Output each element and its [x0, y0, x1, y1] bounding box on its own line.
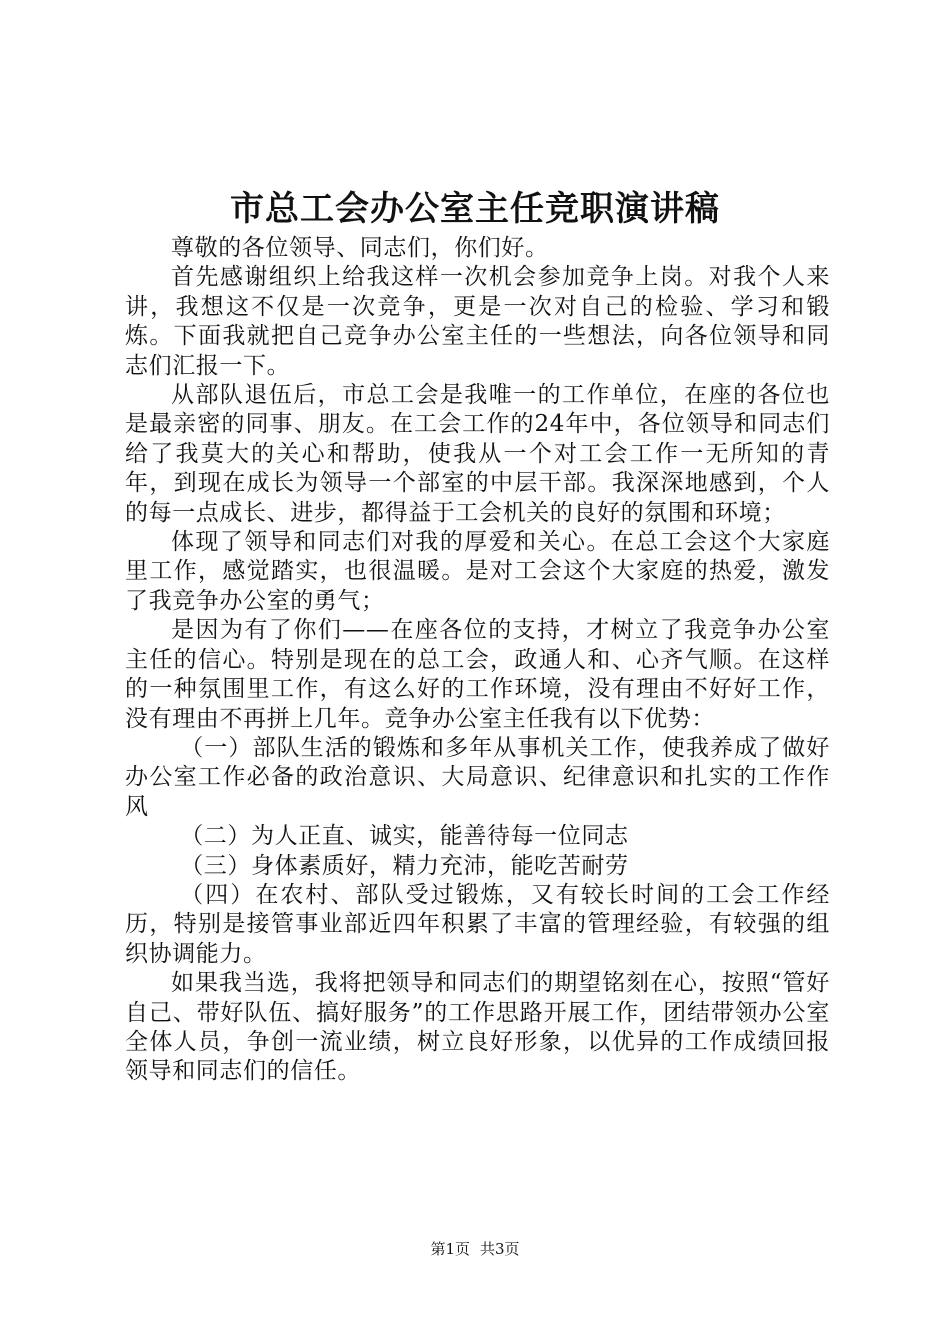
paragraph-closing: 如果我当选，我将把领导和同志们的期望铭刻在心，按照“管好自己、带好队伍、搞好服务”的工作思路开展工作，团结带领办公室全体人员，争创一流业绩，树立良好形象，以优异的工作成绩回报领导和同志们的信任。	[125, 970, 830, 1085]
paragraph-confidence: 是因为有了你们——在座各位的支持，才树立了我竞争办公室主任的信心。特别是现在的总工会，政通人和、心齐气顺。在这样的一种氛围里工作，有这么好的工作环境，没有理由不好好工作，没有理由不再拼上几年。竞争办公室主任我有以下优势：	[125, 617, 830, 732]
advantage-item-3: （三）身体素质好，精力充沛，能吃苦耐劳	[180, 852, 629, 879]
page-number: 第1页	[430, 1240, 470, 1258]
paragraph-gratitude: 体现了领导和同志们对我的厚爱和关心。在总工会这个大家庭里工作，感觉踏实，也很温暖。是对工会这个大家庭的热爱，激发了我竞争办公室的勇气；	[125, 529, 830, 614]
page-footer	[0, 1239, 950, 1259]
advantage-item-1: （一）部队生活的锻炼和多年从事机关工作，使我养成了做好办公室工作必备的政治意识、大局意识、纪律意识和扎实的工作作风	[125, 734, 830, 820]
document-body	[125, 234, 830, 1087]
paragraph-thanks: 首先感谢组织上给我这样一次机会参加竞争上岗。对我个人来讲，我想这不仅是一次竞争，更是一次对自己的检验、学习和锻炼。下面我就把自己竞争办公室主任的一些想法，向各位领导和同志们汇报一下。	[125, 264, 830, 379]
paragraph-background: 从部队退伍后，市总工会是我唯一的工作单位，在座的各位也是最亲密的同事、朋友。在工会工作的24年中，各位领导和同志们给了我莫大的关心和帮助，使我从一个对工会工作一无所知的青年，到现在成长为领导一个部室的中层干部。我深深地感到，个人的每一点成长、进步，都得益于工会机关的良好的氛围和环境；	[125, 382, 830, 526]
paragraph-greeting: 尊敬的各位领导、同志们，你们好。	[171, 235, 549, 261]
document-title: 市总工会办公室主任竞职演讲稿	[230, 189, 720, 229]
advantage-item-4: （四）在农村、部队受过锻炼，又有较长时间的工会工作经历，特别是接管事业部近四年积累了丰富的管理经验，有较强的组织协调能力。	[125, 881, 830, 967]
advantage-item-2: （二）为人正直、诚实，能善待每一位同志	[180, 823, 629, 850]
page-total: 共3页	[480, 1240, 520, 1258]
